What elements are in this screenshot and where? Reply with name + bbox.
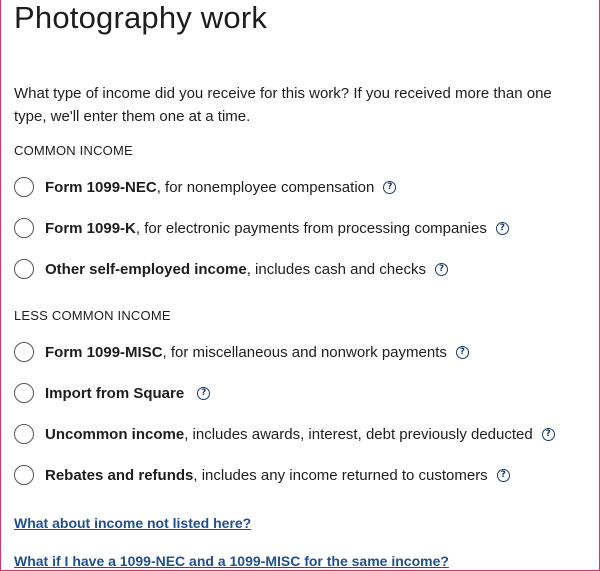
link-income-not-listed[interactable]: What about income not listed here? <box>14 515 252 531</box>
option-label: Uncommon income, includes awards, interest, debt previously deducted <box>45 425 533 443</box>
radio-button[interactable] <box>14 342 34 362</box>
radio-button[interactable] <box>14 383 34 403</box>
section-label-common-income: COMMON INCOME <box>14 143 133 158</box>
option-form-1099-k[interactable] <box>14 216 509 240</box>
option-rebates-and-refunds[interactable] <box>14 463 510 487</box>
option-label: Form 1099-MISC, for miscellaneous and nonwork payments <box>45 343 447 361</box>
option-label: Form 1099-NEC, for nonemployee compensation <box>45 178 375 196</box>
option-import-from-square[interactable] <box>14 381 210 405</box>
radio-button[interactable] <box>14 259 34 279</box>
option-label: Other self-employed income, includes cash and checks <box>45 260 426 278</box>
option-other-self-employed-income[interactable] <box>14 257 448 281</box>
help-icon[interactable]: ? <box>496 222 509 235</box>
radio-button[interactable] <box>14 177 34 197</box>
help-icon[interactable]: ? <box>197 387 210 400</box>
page-title: Photography work <box>14 0 268 35</box>
radio-button[interactable] <box>14 465 34 485</box>
option-label: Import from Square <box>45 384 185 402</box>
link-1099-nec-and-misc[interactable]: What if I have a 1099-NEC and a 1099-MISC for the same income? <box>14 553 449 569</box>
help-icon[interactable]: ? <box>497 469 510 482</box>
option-form-1099-misc[interactable] <box>14 340 469 364</box>
help-icon[interactable]: ? <box>456 346 469 359</box>
help-icon[interactable]: ? <box>435 263 448 276</box>
radio-button[interactable] <box>14 424 34 444</box>
radio-button[interactable] <box>14 218 34 238</box>
section-label-less-common-income: LESS COMMON INCOME <box>14 308 171 323</box>
option-form-1099-nec[interactable] <box>14 175 396 199</box>
option-label: Form 1099-K, for electronic payments from processing companies <box>45 219 487 237</box>
income-type-prompt: What type of income did you receive for this work? If you received more than one type, we'll enter them one at a time. <box>14 85 552 125</box>
option-uncommon-income[interactable] <box>14 422 555 446</box>
help-icon[interactable]: ? <box>383 181 396 194</box>
option-label: Rebates and refunds, includes any income returned to customers <box>45 466 488 484</box>
help-icon[interactable]: ? <box>542 428 555 441</box>
